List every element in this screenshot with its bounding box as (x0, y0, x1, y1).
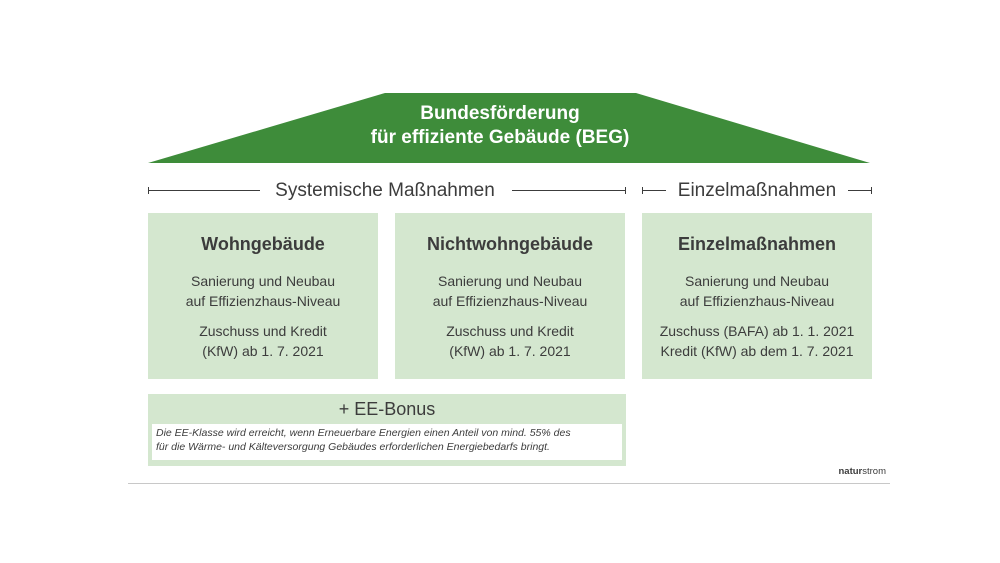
box-einzelmassnahmen (642, 213, 872, 379)
box-line: Sanierung und Neubau (684, 273, 829, 289)
bracket-line-systemic-right (512, 190, 625, 191)
box-wohngebaeude (148, 213, 378, 379)
box-funding (395, 321, 625, 361)
box-line: Kredit (KfW) ab dem 1. 7. 2021 (660, 343, 854, 359)
box-description (395, 271, 625, 311)
box-description (148, 271, 378, 311)
naturstrom-logo (839, 466, 887, 478)
brand-part-1: natur (838, 466, 863, 477)
box-title: Einzelmaßnahmen (677, 234, 837, 254)
diagram-title (300, 102, 700, 150)
bracket-line-individual-right (848, 190, 872, 191)
box-line: auf Effizienzhaus-Niveau (185, 293, 341, 309)
box-title: Wohngebäude (201, 234, 325, 254)
box-description (642, 271, 872, 311)
bracket-line-systemic-left (148, 190, 260, 191)
box-line: auf Effizienzhaus-Niveau (679, 293, 835, 309)
box-line: Sanierung und Neubau (437, 273, 582, 289)
ee-bonus-description (152, 424, 622, 460)
ee-bonus-title: + EE-Bonus (338, 399, 436, 419)
title-line-2: für effiziente Gebäude (BEG) (370, 127, 630, 148)
box-line: (KfW) ab 1. 7. 2021 (449, 343, 571, 359)
box-title: Nichtwohngebäude (427, 234, 593, 254)
footer-divider (128, 483, 890, 484)
box-line: auf Effizienzhaus-Niveau (432, 293, 588, 309)
ee-bonus-box (148, 394, 626, 466)
box-line: (KfW) ab 1. 7. 2021 (202, 343, 324, 359)
box-line: Zuschuss (BAFA) ab 1. 1. 2021 (659, 323, 855, 339)
title-line-1: Bundesförderung (420, 103, 580, 124)
ee-bonus-line: für die Wärme- und Kälteversorgung Gebäudes erforderlichen Energiebedarfs bringt. (156, 441, 550, 453)
bracket-tick-right (871, 187, 872, 194)
box-line: Sanierung und Neubau (190, 273, 335, 289)
bracket-tick-mid-left (625, 187, 626, 194)
bracket-line-individual-left (642, 190, 666, 191)
box-funding (642, 321, 872, 361)
box-line: Zuschuss und Kredit (199, 323, 327, 339)
box-funding (148, 321, 378, 361)
ee-bonus-line: Die EE-Klasse wird erreicht, wenn Erneuerbare Energien einen Anteil von mind. 55% des (156, 427, 571, 439)
section-label-individual: Einzelmaßnahmen (668, 178, 846, 204)
box-line: Zuschuss und Kredit (446, 323, 574, 339)
box-nichtwohngebaeude (395, 213, 625, 379)
section-label-systemic: Systemische Maßnahmen (262, 178, 508, 204)
brand-part-2: strom (862, 466, 886, 477)
